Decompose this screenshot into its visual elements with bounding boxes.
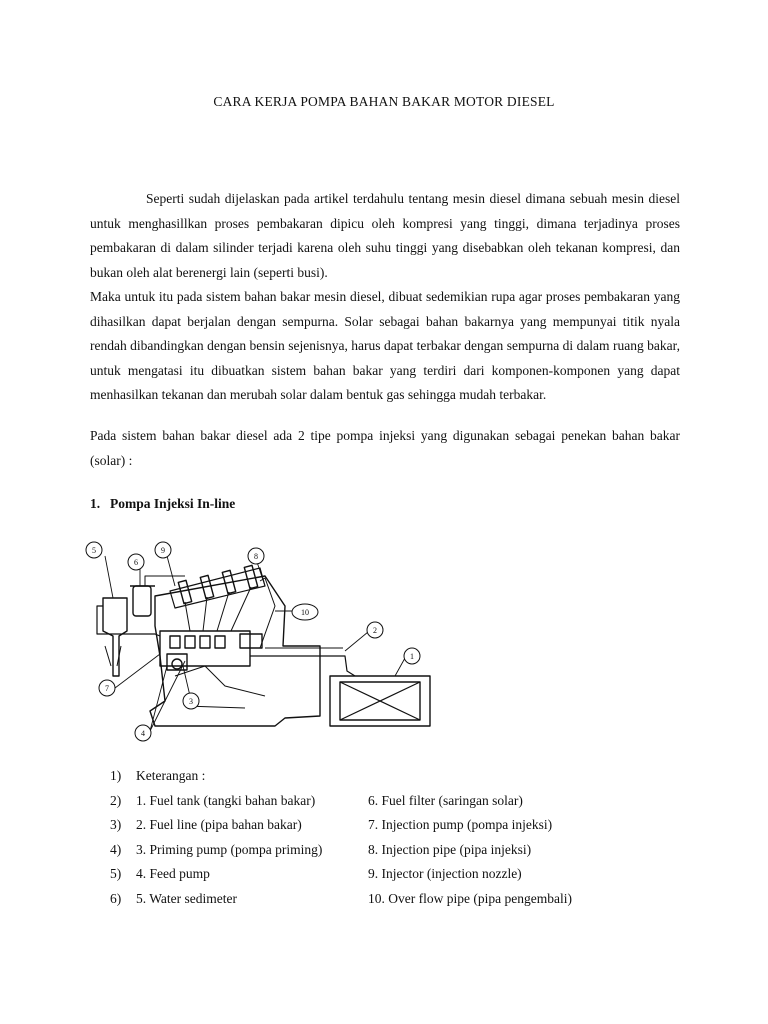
legend-row-number: 1): [110, 768, 122, 783]
section-heading-text: Pompa Injeksi In-line: [110, 496, 236, 511]
document-title: CARA KERJA POMPA BAHAN BAKAR MOTOR DIESEL: [213, 94, 555, 109]
section-number: 1.: [90, 496, 101, 511]
legend-left-entry: 4. Feed pump: [136, 866, 210, 881]
label-8-callout: [248, 548, 264, 564]
label-7: 7: [105, 684, 109, 693]
legend-right-entry: 9. Injector (injection nozzle): [368, 866, 522, 881]
legend-right-entry: 10. Over flow pipe (pipa pengembali): [368, 890, 572, 906]
label-3-callout: [183, 693, 199, 709]
inline-injection-pump-diagram: [85, 536, 445, 746]
label-7-callout: [99, 680, 115, 696]
paragraph-intro: [90, 187, 680, 285]
legend-left-entry: 2. Fuel line (pipa bahan bakar): [136, 817, 302, 832]
label-1: 1: [410, 652, 414, 661]
injector-1: [178, 580, 191, 603]
legend-left-entry: 5. Water sedimeter: [136, 890, 237, 906]
label-5-callout: [86, 542, 102, 558]
governor: [240, 634, 262, 648]
label-6: 6: [134, 558, 138, 567]
water-sedimenter: [103, 598, 127, 676]
label-9-callout: [155, 542, 171, 558]
label-8: 8: [254, 552, 258, 561]
label-4-callout: [135, 725, 151, 741]
legend-left-entry: 1. Fuel tank (tangki bahan bakar): [136, 792, 316, 808]
paragraph-fuel-system: Maka untuk itu pada sistem bahan bakar mesin diesel, dibuat sedemikian rupa agar proses pembakaran yang dihasilkan dapat berjalan dengan sempurna. Solar sebagai bahan bakarnya yang mempunyai titik nyala rendah dibandingkan dengan bensin sejenisnya, harus dapat terbakar dengan sempurna di dalam ruang bakar, untuk mengatasi itu dibuatkan sistem bahan bakar yang terdiri dari komponen-komponen yang dapat menhasilkan tekanan dan merubah solar dalam bentuk gas sehingga mudah terbakar.: [90, 289, 680, 402]
legend-row-number: 6): [110, 890, 122, 906]
legend-row-number: 2): [110, 792, 122, 808]
label-4: 4: [141, 729, 145, 738]
legend-row-number: 5): [110, 866, 122, 881]
legend-right-entry: 7. Injection pump (pompa injeksi): [368, 817, 553, 832]
label-10: 10: [301, 608, 309, 617]
legend-row-number: 3): [110, 817, 122, 832]
legend-right-entry: 8. Injection pipe (pipa injeksi): [368, 841, 532, 857]
label-2: 2: [373, 626, 377, 635]
label-1-callout: [404, 648, 420, 664]
engine-block: [150, 576, 320, 726]
label-5: 5: [92, 546, 96, 555]
label-9: 9: [161, 546, 165, 555]
fuel-filter-body: [133, 586, 151, 616]
legend-right-entry: 6. Fuel filter (saringan solar): [368, 792, 523, 808]
label-10-callout: [292, 604, 318, 620]
label-3: 3: [189, 697, 193, 706]
legend-left-entry: 3. Priming pump (pompa priming): [136, 841, 323, 857]
paragraph-intro-text: Seperti sudah dijelaskan pada artikel terdahulu tentang mesin diesel dimana sebuah mesin diesel untuk menghasillkan proses pembakaran dipicu oleh kompresi yang tinggi, dimana terjadinya proses pembakaran di dalam silinder terjadi karena oleh suhu tinggi yang disebabkan oleh tekanan kompresi, dan bukan oleh alat berenergi lain (seperti busi).: [90, 191, 680, 280]
label-2-callout: [367, 622, 383, 638]
paragraph-pump-types: Pada sistem bahan bakar diesel ada 2 tipe pompa injeksi yang digunakan sebagai penekan bahan bakar (solar) :: [90, 428, 680, 468]
legend-row-number: 4): [110, 841, 122, 857]
legend-left-entry: Keterangan :: [136, 768, 206, 783]
label-6-callout: [128, 554, 144, 570]
section-heading: [90, 496, 235, 512]
